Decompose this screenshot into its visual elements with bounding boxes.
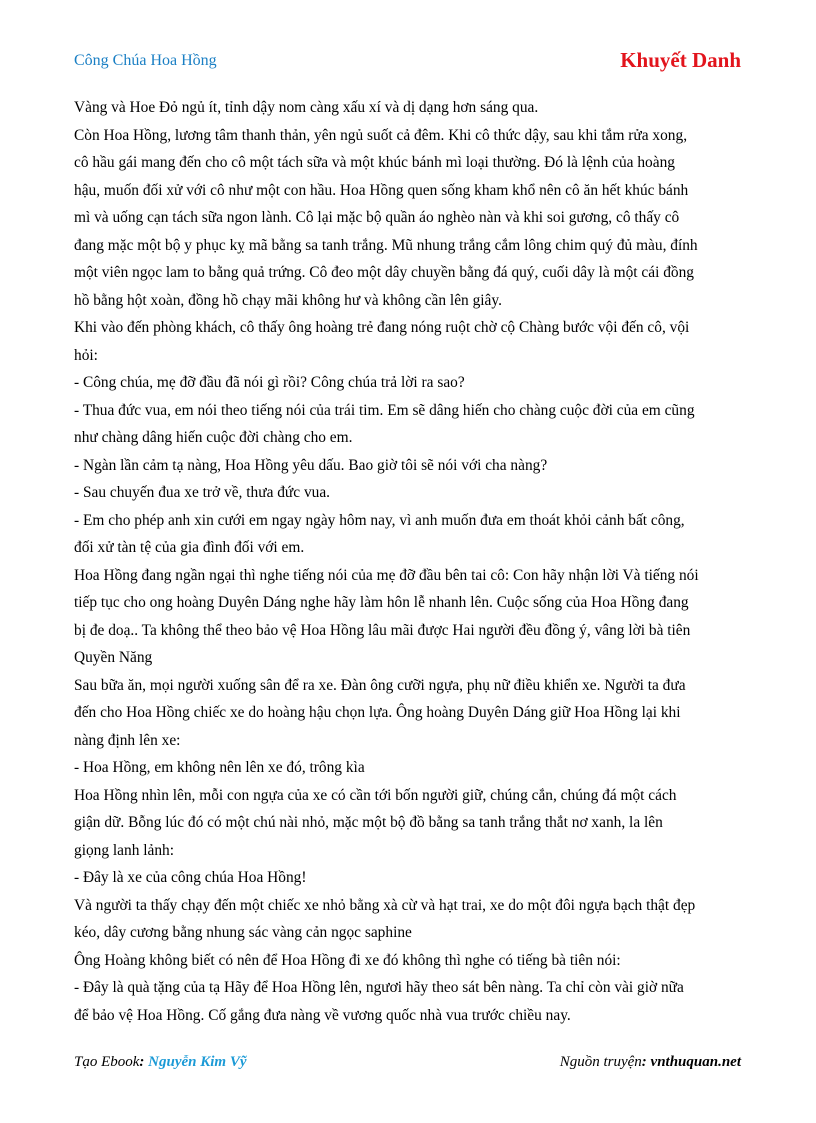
book-title: Công Chúa Hoa Hồng [74, 52, 217, 69]
text-line: một viên ngọc lam to bằng quả trứng. Cô đeo một dây chuyền bằng đá quý, cuối dây là một cái đồng [74, 264, 694, 281]
text-line: như chàng dâng hiến cuộc đời chàng cho em. [74, 429, 353, 446]
source-label: Nguồn truyện [559, 1054, 642, 1070]
ebook-credit [74, 1054, 247, 1071]
text-line: Sau bữa ăn, mọi người xuống sân để ra xe. Đàn ông cưỡi ngựa, phụ nữ điều khiển xe. Người ta đưa [74, 676, 686, 694]
ebook-label: Tạo Ebook [74, 1054, 140, 1070]
text-line: cô hầu gái mang đến cho cô một tách sữa và một khúc bánh mì loại thường. Đó là lệnh của hoàng [74, 154, 675, 171]
text-line: hỏi: [74, 346, 98, 364]
text-line: - Công chúa, mẹ đỡ đầu đã nói gì rồi? Công chúa trả lời ra sao? [74, 374, 465, 391]
text-line: hồ bằng hột xoàn, đồng hồ chạy mãi không hư và không cần lên giây. [74, 291, 502, 309]
source-credit [560, 1054, 741, 1071]
ebook-author: Nguyễn Kim Vỹ [148, 1054, 247, 1070]
text-line: Còn Hoa Hồng, lương tâm thanh thản, yên ngủ suốt cả đêm. Khi cô thức dậy, sau khi tắm rửa xong, [74, 126, 688, 144]
text-line: Ông Hoàng không biết có nên để Hoa Hồng đi xe đó không thì nghe có tiếng bà tiên nói: [74, 951, 621, 969]
text-line: - Em cho phép anh xin cưới em ngay ngày hôm nay, vì anh muốn đưa em thoát khỏi cảnh bất công, [74, 511, 685, 529]
text-line: - Hoa Hồng, em không nên lên xe đó, trông kìa [74, 759, 365, 776]
footer-colon: : [641, 1054, 651, 1070]
text-line: mì và uống cạn tách sữa ngon lành. Cô lại mặc bộ quần áo nghèo nàn và khi soi gương, cô thấy cô [74, 209, 680, 226]
story-body [74, 94, 746, 1029]
source-site: vnthuquan.net [650, 1054, 741, 1070]
text-line: hậu, muốn đối xử với cô như một con hầu. Hoa Hồng quen sống kham khổ nên cô ăn hết khúc bánh [74, 181, 689, 199]
text-line: để bảo vệ Hoa Hồng. Cố gắng đưa nàng về vương quốc nhà vua trước chiều nay. [74, 1006, 571, 1024]
text-line: tiếp tục cho ong hoàng Duyên Dáng nghe hãy làm hôn lễ nhanh lên. Cuộc sống của Hoa Hồng đang [74, 594, 689, 611]
text-line: giọng lanh lảnh: [74, 841, 175, 859]
text-line: - Thua đức vua, em nói theo tiếng nói của trái tim. Em sẽ dâng hiến cho chàng cuộc đời của em cũng [74, 401, 695, 419]
text-line: Hoa Hồng đang ngần ngại thì nghe tiếng nói của mẹ đỡ đầu bên tai cô: Con hãy nhận lời Và tiếng nói [74, 566, 699, 584]
text-line: Hoa Hồng nhìn lên, mỗi con ngựa của xe có cần tới bốn người giữ, chúng cắn, chúng đá một cách [74, 786, 677, 804]
book-author: Khuyết Danh [620, 48, 741, 72]
text-line: Và người ta thấy chạy đến một chiếc xe nhỏ bằng xà cừ và hạt trai, xe do một đôi ngựa bạch thật đẹp [74, 896, 696, 914]
text-line: - Đây là quà tặng của tạ Hãy để Hoa Hồng lên, ngươi hãy theo sát bên nàng. Ta chỉ còn vài giờ nữa [74, 979, 684, 996]
text-line: nàng định lên xe: [74, 731, 181, 749]
text-line: giận dữ. Bỗng lúc đó có một chú nài nhỏ, mặc một bộ đồ bằng sa tanh trắng thắt nơ xanh, la lên [74, 814, 663, 831]
text-line: đang mặc một bộ y phục kỵ mã bằng sa tanh trắng. Mũ nhung trắng cắm lông chim quý đủ màu, đính [74, 236, 698, 254]
text-line: - Đây là xe của công chúa Hoa Hồng! [74, 869, 307, 886]
text-line: Vàng và Hoe Đỏ ngủ ít, tỉnh dậy nom càng xấu xí và dị dạng hơn sáng qua. [74, 99, 539, 116]
text-line: đối xử tàn tệ của gia đình đối với em. [74, 539, 305, 556]
text-line: bị đe doạ.. Ta không thể theo bảo vệ Hoa Hồng lâu mãi được Hai người đều đồng ý, vâng lời bà tiên [74, 621, 691, 639]
text-line: Khi vào đến phòng khách, cô thấy ông hoàng trẻ đang nóng ruột chờ cộ Chàng bước vội đến cô, vội [74, 319, 690, 336]
text-line: kéo, dây cương bằng nhung sác vàng cản ngọc saphine [74, 924, 412, 941]
text-line: - Sau chuyến đua xe trở về, thưa đức vua. [74, 484, 331, 501]
text-line: - Ngàn lần cảm tạ nàng, Hoa Hồng yêu dấu. Bao giờ tôi sẽ nói với cha nàng? [74, 456, 548, 474]
page-header [74, 48, 741, 76]
text-line: đến cho Hoa Hồng chiếc xe do hoàng hậu chọn lựa. Ông hoàng Duyên Dáng giữ Hoa Hồng lại khi [74, 704, 681, 721]
text-line: Quyền Năng [74, 649, 153, 666]
page-footer [74, 1054, 741, 1078]
footer-colon: : [139, 1054, 149, 1070]
